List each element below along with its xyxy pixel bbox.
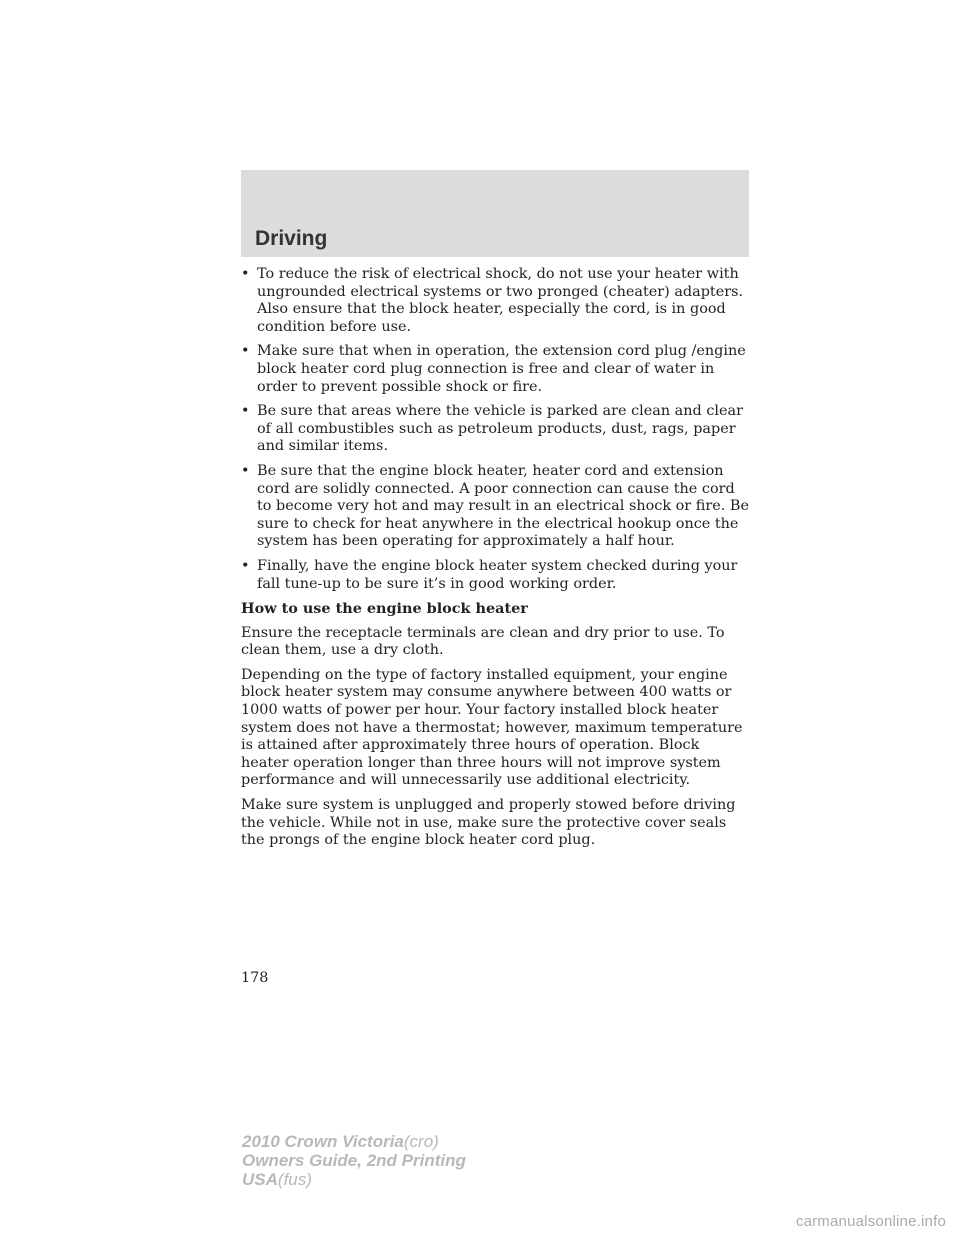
footer-market: USA	[242, 1170, 278, 1189]
bullet-mark: •	[241, 403, 250, 420]
paragraph: Depending on the type of factory installed equipment, your engine block heater system may consume anywhere between 400 watts or 1000 watts of power per hour. Your factory installed block heater system does not have a thermostat; however, maximum temperature is attained after approximately three hours of operation. Block heater operation longer than three hours will not improve system performance and will unnecessarily use additional electricity.	[241, 666, 743, 789]
footer-market-code: (fus)	[277, 1170, 312, 1189]
bullet-item	[241, 343, 751, 396]
footer-model-code: (cro)	[403, 1132, 439, 1151]
footer-model: 2010 Crown Victoria	[242, 1132, 404, 1151]
bullet-item	[241, 266, 751, 336]
bullet-text: Make sure that when in operation, the extension cord plug /engine block heater cord plug connection is free and clear of water in order to prevent possible shock or fire.	[257, 343, 746, 395]
watermark: carmanualsonline.info	[795, 1213, 946, 1230]
paragraph: Make sure system is unplugged and properly stowed before driving the vehicle. While not in use, make sure the protective cover seals the prongs of the engine block heater cord plug.	[241, 797, 736, 849]
footer-imprint	[242, 1132, 466, 1189]
bullet-text: Finally, have the engine block heater system checked during your fall tune-up to be sure it’s in good working order.	[257, 557, 738, 592]
bullet-mark: •	[241, 266, 250, 282]
bullet-item	[241, 403, 751, 456]
bullet-mark: •	[241, 343, 250, 360]
section-title: Driving	[255, 227, 328, 250]
bullet-item	[241, 463, 751, 551]
page-content	[241, 266, 751, 857]
page-number: 178	[241, 970, 269, 986]
bullet-text: Be sure that areas where the vehicle is parked are clean and clear of all combustibles such as petroleum products, dust, rags, paper and similar items.	[257, 403, 743, 455]
bullet-text: To reduce the risk of electrical shock, do not use your heater with ungrounded electrical systems or two pronged (cheater) adapters. Also ensure that the block heater, especially the cord, is in good condition before use.	[257, 266, 744, 335]
footer-line-guide	[242, 1151, 466, 1170]
bullet-mark: •	[241, 557, 250, 574]
bullet-text: Be sure that the engine block heater, heater cord and extension cord are solidly connected. A poor connection can cause the cord to become very hot and may result in an electrical shock or fire. Be sure to check for heat anywhere in the electrical hookup once the system has been operating for approximately a half hour.	[257, 462, 749, 550]
paragraph: Ensure the receptacle terminals are clean and dry prior to use. To clean them, use a dry cloth.	[241, 624, 725, 659]
subheading: How to use the engine block heater	[241, 600, 528, 618]
footer-line-market	[242, 1170, 466, 1189]
bullet-mark: •	[241, 462, 250, 479]
footer-line-model	[242, 1132, 466, 1151]
footer-guide: Owners Guide, 2nd Printing	[242, 1151, 466, 1170]
bullet-item	[241, 558, 751, 593]
